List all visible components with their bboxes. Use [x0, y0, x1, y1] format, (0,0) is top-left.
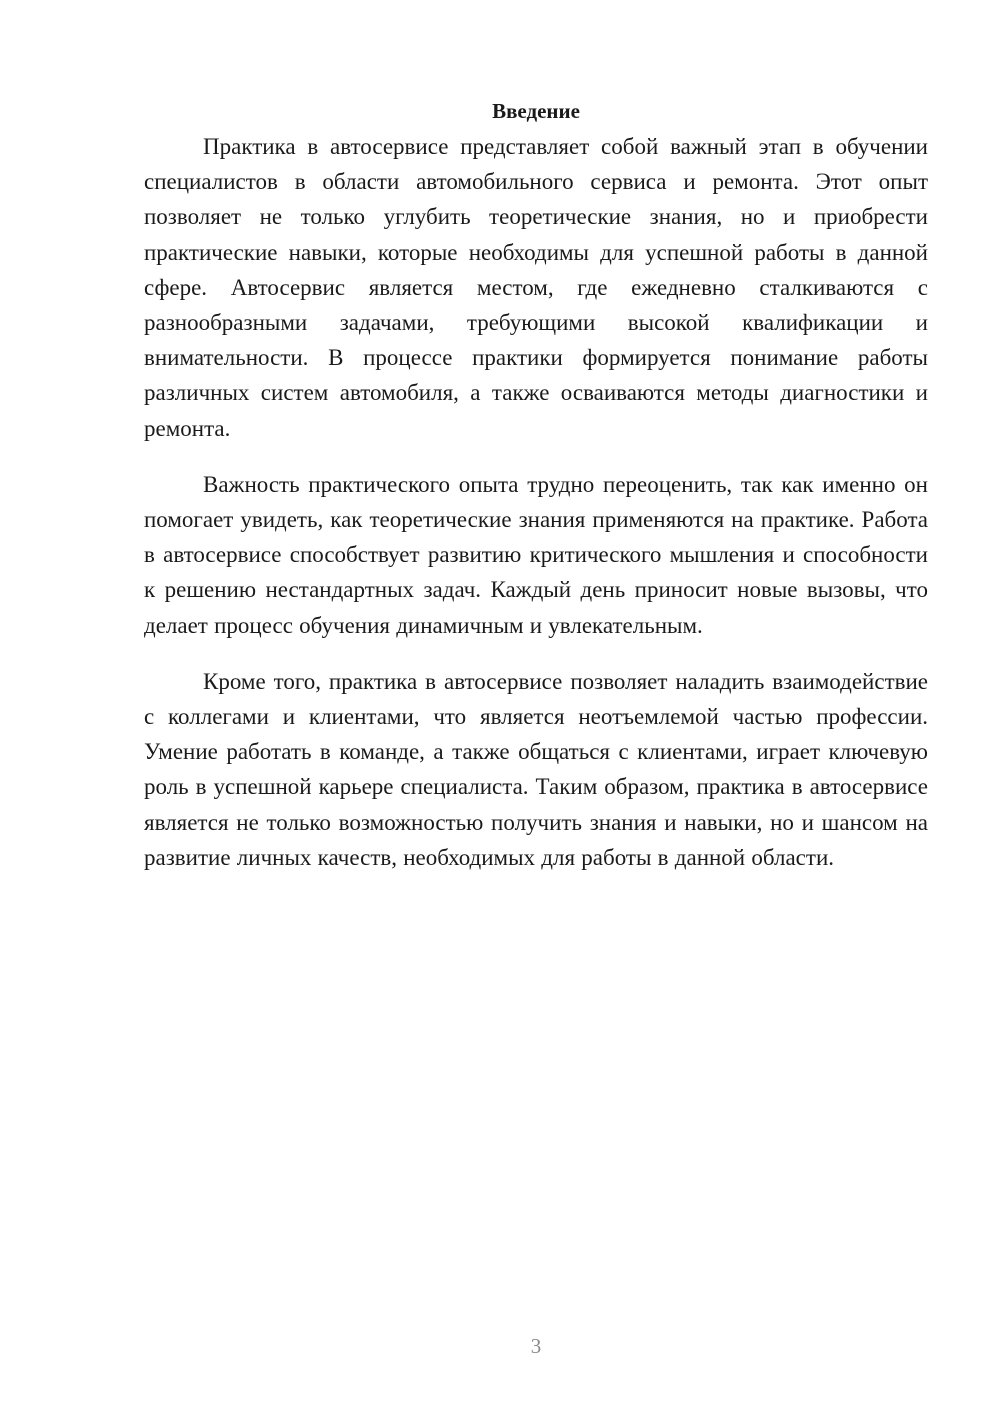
section-title: Введение — [492, 99, 580, 123]
page-number: 3 — [530, 1334, 542, 1358]
paragraph-2: Важность практического опыта трудно переоценить, так как именно он помогает увидеть, как теоретические знания применяются на практике. Работа в автосервисе способствует развитию критического мышления и способности к решению нестандартных задач. Каждый день приносит новые вызовы, что делает процесс обучения динамичным и увлекательным. — [144, 471, 928, 638]
page-content — [144, 94, 928, 875]
paragraph-1: Практика в автосервисе представляет собой важный этап в обучении специалистов в области автомобильного сервиса и ремонта. Этот опыт позволяет не только углубить теоретические знания, но и приобрести практические навыки, которые необходимы для успешной работы в данной сфере. Автосервис является местом, где ежедневно сталкиваются с разнообразными задачами, требующими высокой квалификации и внимательности. В процессе практики формируется понимание работы различных систем автомобиля, а также осваиваются методы диагностики и ремонта. — [144, 134, 928, 441]
paragraph-3: Кроме того, практика в автосервисе позволяет наладить взаимодействие с коллегами и клиентами, что является неотъемлемой частью профессии. Умение работать в команде, а также общаться с клиентами, играет ключевую роль в успешной карьере специалиста. Таким образом, практика в автосервисе является не только возможностью получить знания и навыки, но и шансом на развитие личных качеств, необходимых для работы в данной области. — [144, 668, 928, 870]
